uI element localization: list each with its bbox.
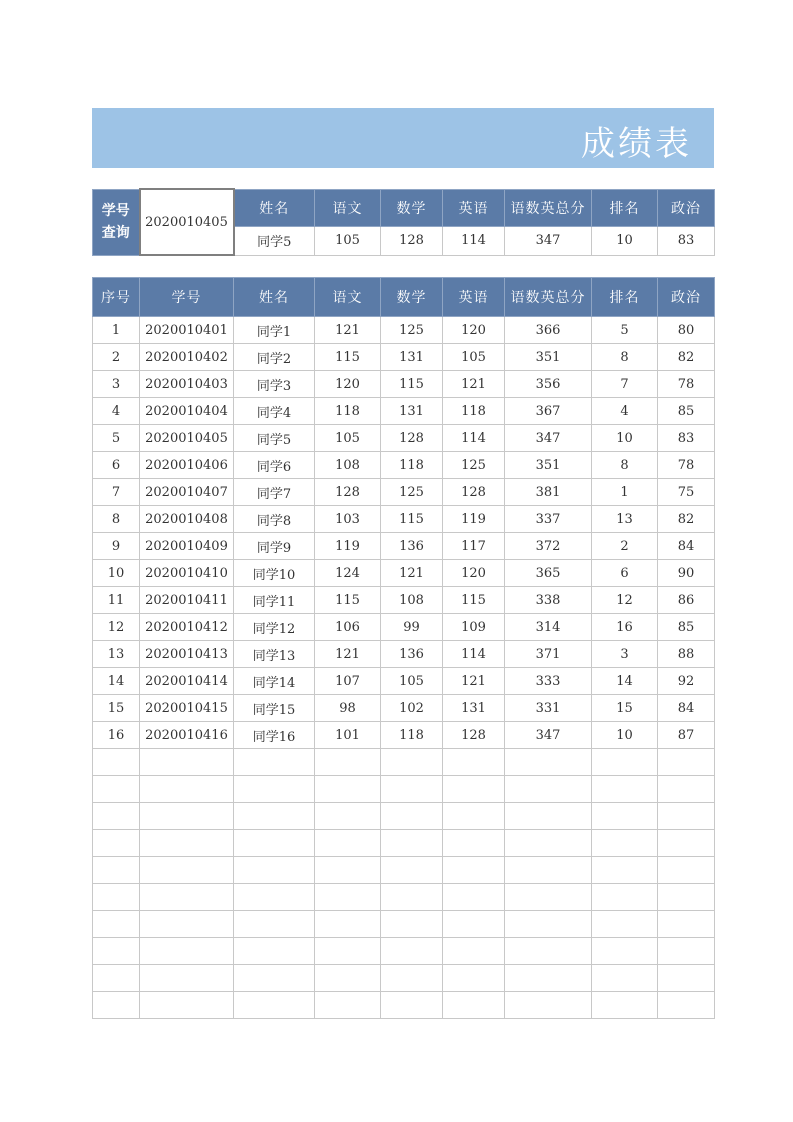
- cell-index: 9: [93, 533, 140, 560]
- header-english: 英语: [443, 278, 505, 317]
- cell-math: 128: [381, 425, 443, 452]
- cell-english: 105: [443, 344, 505, 371]
- empty-table-row: [93, 803, 715, 830]
- empty-cell: [592, 749, 658, 776]
- table-row: [93, 587, 715, 614]
- header-politics: 政治: [658, 278, 715, 317]
- empty-cell: [505, 857, 592, 884]
- empty-cell: [315, 830, 381, 857]
- empty-cell: [592, 830, 658, 857]
- query-header-rank: 排名: [592, 189, 658, 226]
- empty-cell: [140, 803, 234, 830]
- cell-index: 11: [93, 587, 140, 614]
- cell-student-id: 2020010411: [140, 587, 234, 614]
- cell-rank: 5: [592, 317, 658, 344]
- cell-index: 3: [93, 371, 140, 398]
- empty-cell: [140, 965, 234, 992]
- cell-math: 136: [381, 533, 443, 560]
- cell-politics: 85: [658, 614, 715, 641]
- cell-math: 108: [381, 587, 443, 614]
- query-header-name: 姓名: [234, 189, 315, 226]
- cell-total: 347: [505, 722, 592, 749]
- cell-math: 131: [381, 344, 443, 371]
- table-row: [93, 560, 715, 587]
- cell-index: 4: [93, 398, 140, 425]
- cell-total: 356: [505, 371, 592, 398]
- cell-name: 同学9: [234, 533, 315, 560]
- empty-cell: [234, 911, 315, 938]
- empty-cell: [234, 965, 315, 992]
- cell-total: 333: [505, 668, 592, 695]
- cell-chinese: 118: [315, 398, 381, 425]
- cell-politics: 80: [658, 317, 715, 344]
- cell-chinese: 121: [315, 641, 381, 668]
- query-result-chinese: 105: [315, 226, 381, 255]
- table-row: [93, 452, 715, 479]
- empty-cell: [315, 803, 381, 830]
- cell-english: 120: [443, 560, 505, 587]
- empty-cell: [505, 776, 592, 803]
- header-index: 序号: [93, 278, 140, 317]
- query-header-math: 数学: [381, 189, 443, 226]
- empty-cell: [234, 884, 315, 911]
- student-query-table: [92, 188, 715, 256]
- cell-math: 125: [381, 479, 443, 506]
- empty-cell: [140, 830, 234, 857]
- empty-table-row: [93, 911, 715, 938]
- cell-chinese: 121: [315, 317, 381, 344]
- empty-table-row: [93, 992, 715, 1019]
- cell-rank: 12: [592, 587, 658, 614]
- empty-cell: [140, 857, 234, 884]
- empty-cell: [658, 884, 715, 911]
- cell-total: 347: [505, 425, 592, 452]
- cell-english: 120: [443, 317, 505, 344]
- empty-table-row: [93, 776, 715, 803]
- cell-english: 121: [443, 668, 505, 695]
- cell-index: 7: [93, 479, 140, 506]
- table-row: [93, 614, 715, 641]
- table-row: [93, 317, 715, 344]
- empty-cell: [93, 992, 140, 1019]
- header-student-id: 学号: [140, 278, 234, 317]
- cell-index: 6: [93, 452, 140, 479]
- table-header-row: [93, 278, 715, 317]
- empty-cell: [505, 911, 592, 938]
- empty-cell: [658, 803, 715, 830]
- empty-cell: [140, 992, 234, 1019]
- table-row: [93, 641, 715, 668]
- cell-total: 351: [505, 344, 592, 371]
- cell-politics: 82: [658, 344, 715, 371]
- cell-rank: 14: [592, 668, 658, 695]
- empty-cell: [234, 938, 315, 965]
- empty-cell: [93, 911, 140, 938]
- empty-table-row: [93, 938, 715, 965]
- cell-total: 366: [505, 317, 592, 344]
- empty-cell: [592, 884, 658, 911]
- cell-english: 128: [443, 479, 505, 506]
- cell-politics: 84: [658, 533, 715, 560]
- header-rank: 排名: [592, 278, 658, 317]
- empty-cell: [381, 992, 443, 1019]
- cell-student-id: 2020010407: [140, 479, 234, 506]
- cell-total: 381: [505, 479, 592, 506]
- cell-total: 367: [505, 398, 592, 425]
- cell-english: 114: [443, 425, 505, 452]
- query-result-math: 128: [381, 226, 443, 255]
- cell-student-id: 2020010412: [140, 614, 234, 641]
- empty-cell: [658, 911, 715, 938]
- empty-table-row: [93, 965, 715, 992]
- cell-name: 同学14: [234, 668, 315, 695]
- cell-student-id: 2020010404: [140, 398, 234, 425]
- empty-table-row: [93, 857, 715, 884]
- cell-index: 12: [93, 614, 140, 641]
- cell-rank: 8: [592, 452, 658, 479]
- cell-total: 372: [505, 533, 592, 560]
- cell-name: 同学2: [234, 344, 315, 371]
- cell-chinese: 106: [315, 614, 381, 641]
- student-id-input[interactable]: 2020010405: [140, 189, 234, 255]
- empty-cell: [658, 938, 715, 965]
- query-label-line2: 查询: [101, 225, 130, 241]
- cell-rank: 6: [592, 560, 658, 587]
- cell-politics: 86: [658, 587, 715, 614]
- cell-index: 14: [93, 668, 140, 695]
- empty-cell: [93, 884, 140, 911]
- cell-rank: 10: [592, 425, 658, 452]
- cell-student-id: 2020010405: [140, 425, 234, 452]
- cell-chinese: 128: [315, 479, 381, 506]
- empty-cell: [93, 776, 140, 803]
- title-bar: [92, 108, 714, 168]
- cell-name: 同学3: [234, 371, 315, 398]
- empty-cell: [381, 803, 443, 830]
- cell-rank: 4: [592, 398, 658, 425]
- empty-cell: [315, 749, 381, 776]
- cell-student-id: 2020010402: [140, 344, 234, 371]
- cell-politics: 84: [658, 695, 715, 722]
- cell-politics: 85: [658, 398, 715, 425]
- header-chinese: 语文: [315, 278, 381, 317]
- empty-cell: [140, 911, 234, 938]
- table-row: [93, 533, 715, 560]
- empty-cell: [592, 803, 658, 830]
- scores-table: [92, 277, 715, 1019]
- cell-politics: 78: [658, 371, 715, 398]
- empty-cell: [93, 830, 140, 857]
- cell-total: 371: [505, 641, 592, 668]
- cell-index: 1: [93, 317, 140, 344]
- cell-student-id: 2020010410: [140, 560, 234, 587]
- empty-cell: [315, 992, 381, 1019]
- empty-table-row: [93, 884, 715, 911]
- empty-cell: [234, 830, 315, 857]
- cell-index: 2: [93, 344, 140, 371]
- cell-name: 同学10: [234, 560, 315, 587]
- cell-chinese: 119: [315, 533, 381, 560]
- empty-cell: [140, 776, 234, 803]
- cell-english: 125: [443, 452, 505, 479]
- cell-math: 121: [381, 560, 443, 587]
- empty-cell: [234, 992, 315, 1019]
- cell-english: 128: [443, 722, 505, 749]
- header-total: 语数英总分: [505, 278, 592, 317]
- query-label-line1: 学号: [101, 203, 130, 219]
- cell-name: 同学4: [234, 398, 315, 425]
- cell-name: 同学6: [234, 452, 315, 479]
- empty-cell: [315, 911, 381, 938]
- cell-chinese: 108: [315, 452, 381, 479]
- empty-cell: [505, 803, 592, 830]
- cell-name: 同学13: [234, 641, 315, 668]
- empty-cell: [315, 857, 381, 884]
- cell-rank: 10: [592, 722, 658, 749]
- empty-cell: [381, 776, 443, 803]
- cell-politics: 75: [658, 479, 715, 506]
- cell-politics: 82: [658, 506, 715, 533]
- cell-student-id: 2020010401: [140, 317, 234, 344]
- empty-cell: [381, 884, 443, 911]
- empty-table-row: [93, 749, 715, 776]
- empty-cell: [443, 776, 505, 803]
- cell-chinese: 124: [315, 560, 381, 587]
- cell-chinese: 98: [315, 695, 381, 722]
- cell-name: 同学5: [234, 425, 315, 452]
- cell-student-id: 2020010416: [140, 722, 234, 749]
- cell-name: 同学11: [234, 587, 315, 614]
- table-row: [93, 425, 715, 452]
- empty-cell: [505, 938, 592, 965]
- empty-cell: [592, 992, 658, 1019]
- cell-politics: 90: [658, 560, 715, 587]
- empty-cell: [315, 776, 381, 803]
- empty-cell: [592, 857, 658, 884]
- empty-cell: [93, 857, 140, 884]
- header-math: 数学: [381, 278, 443, 317]
- empty-cell: [443, 938, 505, 965]
- empty-cell: [234, 857, 315, 884]
- empty-cell: [140, 884, 234, 911]
- cell-student-id: 2020010415: [140, 695, 234, 722]
- empty-cell: [93, 749, 140, 776]
- cell-politics: 88: [658, 641, 715, 668]
- query-header-politics: 政治: [658, 189, 715, 226]
- empty-cell: [592, 776, 658, 803]
- cell-chinese: 115: [315, 587, 381, 614]
- cell-politics: 78: [658, 452, 715, 479]
- empty-cell: [315, 938, 381, 965]
- cell-chinese: 101: [315, 722, 381, 749]
- cell-math: 125: [381, 317, 443, 344]
- cell-rank: 13: [592, 506, 658, 533]
- cell-student-id: 2020010403: [140, 371, 234, 398]
- cell-math: 115: [381, 371, 443, 398]
- cell-name: 同学8: [234, 506, 315, 533]
- cell-index: 10: [93, 560, 140, 587]
- cell-name: 同学15: [234, 695, 315, 722]
- empty-cell: [234, 776, 315, 803]
- table-row: [93, 722, 715, 749]
- cell-rank: 7: [592, 371, 658, 398]
- cell-english: 115: [443, 587, 505, 614]
- cell-student-id: 2020010414: [140, 668, 234, 695]
- empty-cell: [93, 803, 140, 830]
- cell-math: 105: [381, 668, 443, 695]
- cell-math: 115: [381, 506, 443, 533]
- cell-student-id: 2020010406: [140, 452, 234, 479]
- empty-cell: [443, 803, 505, 830]
- cell-student-id: 2020010409: [140, 533, 234, 560]
- cell-math: 118: [381, 722, 443, 749]
- cell-index: 5: [93, 425, 140, 452]
- cell-math: 99: [381, 614, 443, 641]
- cell-total: 314: [505, 614, 592, 641]
- cell-rank: 3: [592, 641, 658, 668]
- cell-chinese: 120: [315, 371, 381, 398]
- empty-cell: [234, 803, 315, 830]
- cell-total: 337: [505, 506, 592, 533]
- cell-math: 102: [381, 695, 443, 722]
- cell-rank: 1: [592, 479, 658, 506]
- cell-chinese: 103: [315, 506, 381, 533]
- cell-name: 同学7: [234, 479, 315, 506]
- cell-english: 118: [443, 398, 505, 425]
- cell-index: 16: [93, 722, 140, 749]
- cell-student-id: 2020010413: [140, 641, 234, 668]
- empty-table-row: [93, 830, 715, 857]
- table-row: [93, 479, 715, 506]
- cell-index: 13: [93, 641, 140, 668]
- cell-total: 331: [505, 695, 592, 722]
- empty-cell: [505, 965, 592, 992]
- empty-cell: [443, 749, 505, 776]
- query-header-english: 英语: [443, 189, 505, 226]
- cell-chinese: 107: [315, 668, 381, 695]
- empty-cell: [658, 965, 715, 992]
- cell-english: 109: [443, 614, 505, 641]
- cell-total: 338: [505, 587, 592, 614]
- cell-politics: 92: [658, 668, 715, 695]
- cell-math: 118: [381, 452, 443, 479]
- query-result-rank: 10: [592, 226, 658, 255]
- empty-cell: [140, 938, 234, 965]
- empty-cell: [443, 830, 505, 857]
- empty-cell: [381, 965, 443, 992]
- empty-cell: [381, 938, 443, 965]
- cell-chinese: 115: [315, 344, 381, 371]
- query-result-total: 347: [505, 226, 592, 255]
- empty-cell: [443, 992, 505, 1019]
- empty-cell: [93, 965, 140, 992]
- cell-rank: 16: [592, 614, 658, 641]
- header-name: 姓名: [234, 278, 315, 317]
- cell-total: 351: [505, 452, 592, 479]
- empty-cell: [140, 749, 234, 776]
- table-row: [93, 398, 715, 425]
- query-result-politics: 83: [658, 226, 715, 255]
- cell-total: 365: [505, 560, 592, 587]
- empty-cell: [505, 830, 592, 857]
- empty-cell: [505, 884, 592, 911]
- cell-name: 同学12: [234, 614, 315, 641]
- table-row: [93, 668, 715, 695]
- query-result-name: 同学5: [234, 226, 315, 255]
- table-row: [93, 506, 715, 533]
- empty-cell: [443, 857, 505, 884]
- cell-english: 119: [443, 506, 505, 533]
- page-title: 成绩表: [581, 124, 692, 164]
- cell-rank: 8: [592, 344, 658, 371]
- cell-name: 同学1: [234, 317, 315, 344]
- empty-cell: [505, 749, 592, 776]
- query-label: [93, 189, 140, 255]
- cell-student-id: 2020010408: [140, 506, 234, 533]
- empty-cell: [381, 911, 443, 938]
- cell-politics: 87: [658, 722, 715, 749]
- empty-cell: [381, 830, 443, 857]
- cell-rank: 2: [592, 533, 658, 560]
- cell-rank: 15: [592, 695, 658, 722]
- table-row: [93, 344, 715, 371]
- cell-english: 114: [443, 641, 505, 668]
- query-header-total: 语数英总分: [505, 189, 592, 226]
- cell-english: 131: [443, 695, 505, 722]
- empty-cell: [234, 749, 315, 776]
- empty-cell: [315, 965, 381, 992]
- cell-math: 131: [381, 398, 443, 425]
- cell-english: 117: [443, 533, 505, 560]
- cell-index: 8: [93, 506, 140, 533]
- empty-cell: [658, 776, 715, 803]
- empty-cell: [658, 857, 715, 884]
- empty-cell: [381, 749, 443, 776]
- empty-cell: [381, 857, 443, 884]
- empty-cell: [315, 884, 381, 911]
- cell-name: 同学16: [234, 722, 315, 749]
- empty-cell: [443, 911, 505, 938]
- cell-english: 121: [443, 371, 505, 398]
- table-row: [93, 371, 715, 398]
- table-row: [93, 695, 715, 722]
- empty-cell: [658, 992, 715, 1019]
- query-result-english: 114: [443, 226, 505, 255]
- empty-cell: [592, 911, 658, 938]
- empty-cell: [93, 938, 140, 965]
- cell-math: 136: [381, 641, 443, 668]
- cell-politics: 83: [658, 425, 715, 452]
- empty-cell: [658, 749, 715, 776]
- empty-cell: [592, 965, 658, 992]
- cell-index: 15: [93, 695, 140, 722]
- empty-cell: [658, 830, 715, 857]
- empty-cell: [592, 938, 658, 965]
- query-header-chinese: 语文: [315, 189, 381, 226]
- empty-cell: [443, 884, 505, 911]
- empty-cell: [505, 992, 592, 1019]
- empty-cell: [443, 965, 505, 992]
- cell-chinese: 105: [315, 425, 381, 452]
